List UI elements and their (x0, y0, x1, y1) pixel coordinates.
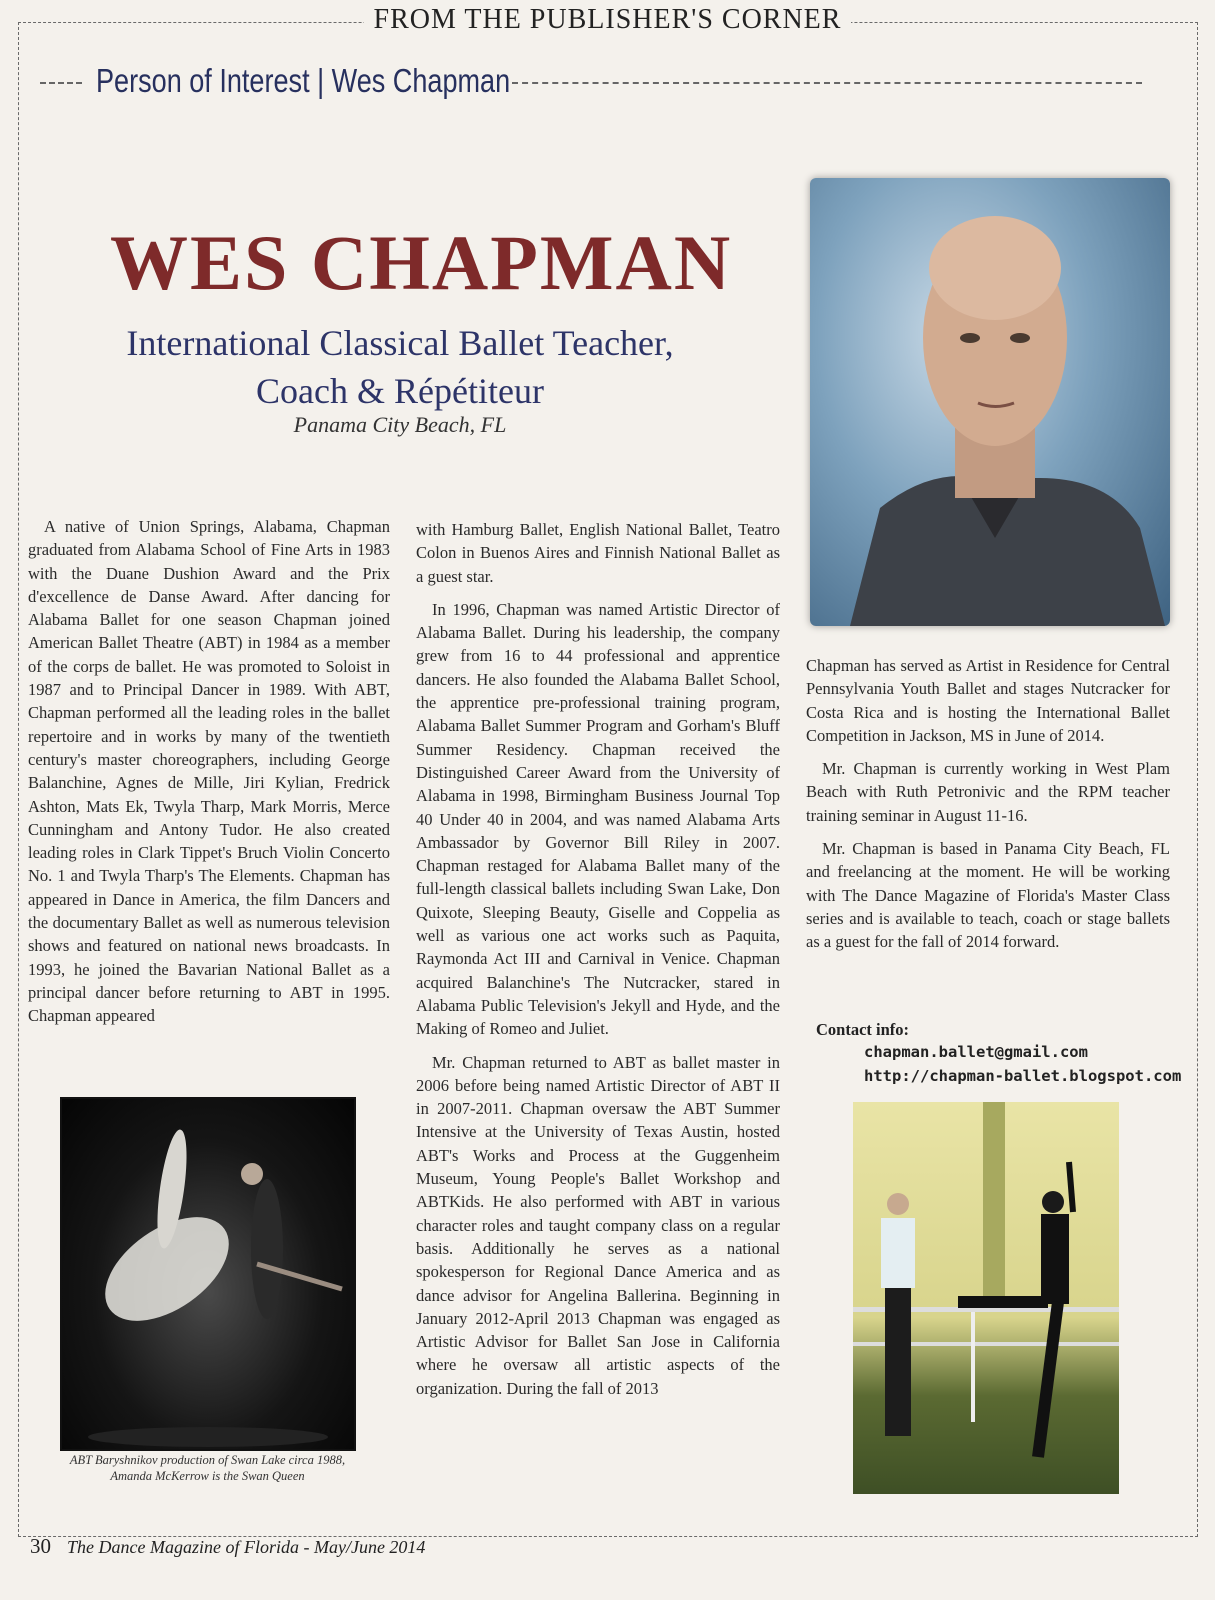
portrait-photo (810, 178, 1170, 626)
caption-line: Amanda McKerrow is the Swan Queen (110, 1469, 305, 1483)
column-2-paragraph: with Hamburg Ballet, English National Ballet, Teatro Colon in Buenos Aires and Finnish National Ballet as a guest star. (416, 520, 780, 586)
section-label: Person of Interest | Wes Chapman (96, 62, 511, 99)
portrait-illustration (810, 178, 1170, 626)
publication-name: The Dance Magazine of Florida - May/June 2014 (67, 1537, 426, 1557)
column-3-paragraph: Mr. Chapman is based in Panama City Beach, FL and freelancing at the moment. He will be working with The Dance Magazine of Florida's Master Class series and is available to teach, coach or stage ballets as a guest for the fall of 2014 forward. (806, 839, 1170, 952)
article-location: Panama City Beach, FL (293, 412, 507, 437)
column-3-paragraph: Mr. Chapman is currently working in West Plam Beach with Ruth Petronivic and the RPM teacher training seminar in August 11-16. (806, 759, 1170, 825)
contact-email-link[interactable]: chapman.ballet@gmail.com (864, 1043, 1088, 1061)
page-footer (30, 1534, 425, 1559)
dash-divider-left (40, 82, 82, 84)
article-column-1 (28, 515, 390, 1038)
ballet-class-illustration (853, 1102, 1119, 1494)
corner-title: FROM THE PUBLISHER'S CORNER (0, 4, 1215, 36)
column-2-paragraph: In 1996, Chapman was named Artistic Director of Alabama Ballet. During his leadership, the company grew from 16 to 44 professional and apprentice dancers. He also founded the Alabama Ballet School, the apprentice pre-professional training program, Alabama Ballet Summer Program and Gorham's Bluff Summer Residency. Chapman received the Distinguished Career Award from the University of Alabama in 1998, Birmingham Business Journal Top 40 Under 40 in 2004, and was named Alabama Arts Ambassador by Governor Bill Riley in 2007. Chapman restaged for Alabama Ballet many of the full-length classical ballets including Swan Lake, Don Quixote, Sleeping Beauty, Giselle and Coppelia as well as various one act works such as Paquita, Raymonda Act III and Carnival in Venice. Chapman acquired Balanchine's The Nutcracker, stared in Alabama Public Television's Jekyll and Hyde, and the Making of Romeo and Juliet. (416, 599, 780, 1039)
page-number: 30 (30, 1534, 51, 1558)
contact-website-link[interactable]: http://chapman-ballet.blogspot.com (864, 1067, 1182, 1085)
swan-lake-photo (60, 1097, 356, 1451)
column-1-paragraph: A native of Union Springs, Alabama, Chapman graduated from Alabama School of Fine Arts in 1983 with the Duane Dushion Award and the Prix d'excellence de Danse Award. After dancing for Alabama Ballet for one season Chapman joined American Ballet Theatre (ABT) in 1984 as a member of the corps de ballet. He was promoted to Soloist in 1987 and to Principal Dancer in 1989. With ABT, Chapman performed all the leading roles in the ballet repertoire and in works by many of the twentieth century's master choreographers, including George Balanchine, Agnes de Mille, Jiri Kylian, Fredrick Ashton, Mats Ek, Twyla Tharp, Mark Morris, Merce Cunningham and Antony Tudor. He also created leading roles in Clark Tippet's Bruch Violin Concerto No. 1 and Twyla Tharp's The Elements. Chapman has appeared in Dance in America, the film Dancers and the documentary Ballet as well as numerous television shows and featured on national news broadcasts. In 1993, he joined the Bavarian National Ballet as a principal dancer before returning to ABT in 1995. Chapman appeared (28, 517, 390, 1026)
article-column-2 (416, 518, 780, 1410)
caption-line: ABT Baryshnikov production of Swan Lake circa 1988, (69, 1453, 346, 1467)
article-column-3 (806, 654, 1170, 964)
section-label-row (40, 60, 1180, 104)
article-subtitle-line1: International Classical Ballet Teacher, (126, 323, 674, 363)
article-title: WES CHAPMAN (110, 219, 733, 306)
contact-label: Contact info: (816, 1020, 910, 1039)
ballet-class-photo (853, 1102, 1119, 1494)
column-3-paragraph: Chapman has served as Artist in Residence for Central Pennsylvania Youth Ballet and stages Nutcracker for Costa Rica and is hosting the International Ballet Competition in Jackson, MS in June of 2014. (806, 656, 1170, 745)
column-2-paragraph: Mr. Chapman returned to ABT as ballet master in 2006 before being named Artistic Director of ABT II in 2007-2011. Chapman oversaw the ABT Summer Intensive at the University of Texas Austin, hosted ABT's Works and Process at the Guggenheim Museum, Young People's Ballet Workshop and ABTKids. He also performed with ABT in various character roles and taught company class on a regular basis. Additionally he serves as a national spokesperson for Regional Dance America and as dance advisor for Angelina Ballerina. Beginning in January 2012-April 2013 Chapman was engaged as Artistic Advisor for Ballet San Jose in California where he oversaw all artistic aspects of the organization. During the fall of 2013 (416, 1052, 780, 1398)
swan-lake-illustration (62, 1099, 354, 1449)
swan-lake-caption (40, 1452, 375, 1484)
dash-divider-right (512, 82, 1142, 84)
article-subtitle-line2: Coach & Répétiteur (256, 371, 544, 411)
